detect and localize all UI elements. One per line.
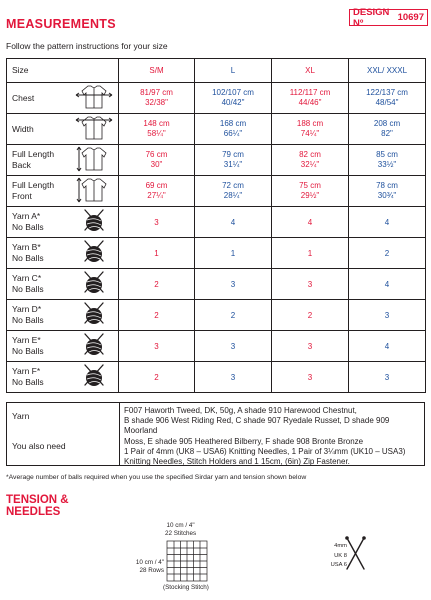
- measurement-cell: [272, 176, 349, 207]
- row-label: [7, 362, 71, 393]
- row-label: [7, 238, 71, 269]
- ball-count-cell: 2: [119, 362, 195, 393]
- yarn-row: [7, 300, 426, 331]
- measurement-in: 31¼": [223, 160, 243, 169]
- needle-size: 4mm: [334, 543, 347, 549]
- yarn-icon-cell: [71, 362, 119, 393]
- measurement-cell: [195, 176, 272, 207]
- ball-count-cell: 4: [272, 207, 349, 238]
- yarn-row: [7, 362, 426, 393]
- row-label-line: Front: [12, 191, 32, 201]
- ball-count-cell: 2: [119, 300, 195, 331]
- yarn-row: [7, 238, 426, 269]
- row-label: Width: [7, 114, 71, 145]
- row-label-line: Yarn C*: [12, 273, 42, 283]
- ball-count-cell: 3: [195, 269, 272, 300]
- measurement-cm: 75 cm: [299, 181, 321, 190]
- measurement-in: 27¼": [147, 191, 166, 200]
- size-header: XXL/ XXXL: [349, 59, 426, 83]
- row-label-line: Yarn F*: [12, 366, 41, 376]
- measurement-cm: 122/137 cm: [366, 88, 408, 97]
- tension-heading-line: TENSION &: [6, 494, 69, 506]
- ball-count-cell: 1: [119, 238, 195, 269]
- yarn-details: [6, 402, 425, 466]
- ball-count-cell: 4: [349, 331, 426, 362]
- needle-usa: USA 6: [330, 562, 347, 568]
- ball-count-cell: 4: [349, 269, 426, 300]
- footnote: *Average number of balls required when you use the specified Sirdar yarn and tension shown below: [6, 474, 307, 481]
- measurement-cm: 102/107 cm: [212, 88, 254, 97]
- measurement-in: 28¼": [223, 191, 243, 200]
- yarn-line: 1 Pair of 4mm (UK8 – USA6) Knitting Needles, 1 Pair of 3¼mm (UK10 – USA3): [124, 446, 406, 456]
- measurements-table: [6, 58, 426, 393]
- row-label-line: Full Length: [12, 149, 55, 159]
- tension-heading-line: NEEDLES: [6, 506, 61, 518]
- yarn-line: Knitting Needles, Stitch Holders and 1 15cm, (6in) Zip Fastener.: [124, 457, 350, 467]
- measurement-cm: 208 cm: [373, 119, 401, 128]
- yarn-ball-icon: [79, 208, 109, 234]
- size-label: Size: [7, 59, 119, 83]
- yarn-line: Moss, E shade 905 Heathered Bilberry, F shade 908 Bronte Bronze: [124, 436, 364, 446]
- yarn-description: [124, 406, 424, 467]
- measurement-cell: [349, 114, 426, 145]
- needle-uk: UK 8: [334, 552, 347, 559]
- row-label: [7, 300, 71, 331]
- yarn-ball-icon: [79, 301, 109, 327]
- ball-count-cell: 4: [349, 207, 426, 238]
- ball-count-cell: 1: [195, 238, 272, 269]
- row-label-line: No Balls: [12, 284, 44, 294]
- diagram-cell: [71, 114, 119, 145]
- design-number-box: [349, 6, 428, 29]
- measurement-in: 44/46": [298, 98, 322, 107]
- yarn-icon-cell: [71, 269, 119, 300]
- row-label-line: No Balls: [12, 315, 44, 325]
- measurement-row: [7, 145, 426, 176]
- swatch-height: 10 cm / 4": [135, 559, 164, 566]
- size-header: XL: [272, 59, 349, 83]
- ball-count-cell: 2: [349, 238, 426, 269]
- knitting-needles-icon: [343, 536, 369, 572]
- measurement-cell: [119, 145, 195, 176]
- row-label-line: No Balls: [12, 222, 44, 232]
- measurement-in: 33½": [377, 160, 397, 169]
- intro-text: Follow the pattern instructions for your size: [6, 41, 168, 51]
- yarn-ball-icon: [79, 270, 109, 296]
- ball-count-cell: 3: [272, 331, 349, 362]
- yarn-icon-cell: [71, 207, 119, 238]
- row-label-line: Yarn B*: [12, 242, 41, 252]
- row-label-line: Back: [12, 160, 31, 170]
- measurement-cm: 78 cm: [376, 181, 398, 190]
- front-length-diagram-icon: [74, 176, 114, 204]
- yarn-line: B shade 906 West Riding Red, C shade 907 Ryedale Russet, D shade 909 Moorland: [124, 416, 390, 436]
- measurement-cm: 72 cm: [222, 181, 244, 190]
- measurement-in: 58¼": [147, 129, 166, 138]
- ball-count-cell: 3: [119, 331, 195, 362]
- yarn-icon-cell: [71, 238, 119, 269]
- measurement-cm: 85 cm: [376, 150, 398, 159]
- row-label-line: No Balls: [12, 346, 44, 356]
- ball-count-cell: 2: [195, 300, 272, 331]
- row-label: [7, 269, 71, 300]
- back-length-diagram-icon: [74, 145, 114, 173]
- row-label: [7, 145, 71, 176]
- measurement-cm: 69 cm: [145, 181, 168, 190]
- ball-count-cell: 3: [195, 362, 272, 393]
- diagram-cell: [71, 83, 119, 114]
- yarn-row: [7, 207, 426, 238]
- row-label: [7, 176, 71, 207]
- chest-diagram-icon: [74, 83, 114, 111]
- measurement-cm: 148 cm: [143, 119, 170, 128]
- measurement-in: 32/38": [145, 98, 168, 107]
- ball-count-cell: 4: [195, 207, 272, 238]
- design-label: DESIGN Nº: [353, 6, 390, 29]
- row-label-line: No Balls: [12, 253, 44, 263]
- measurement-cell: [349, 83, 426, 114]
- swatch-stitch-label: [165, 522, 196, 538]
- yarn-ball-icon: [79, 332, 109, 358]
- measurement-cm: 168 cm: [219, 119, 247, 128]
- measurement-cell: [195, 83, 272, 114]
- ball-count-cell: 3: [195, 331, 272, 362]
- row-label-line: No Balls: [12, 377, 44, 387]
- measurement-cm: 82 cm: [299, 150, 321, 159]
- size-header: S/M: [119, 59, 195, 83]
- measurement-in: 74¼": [300, 129, 320, 138]
- ball-count-cell: 3: [119, 207, 195, 238]
- measurement-in: 30¾": [377, 191, 397, 200]
- ball-count-cell: 2: [272, 300, 349, 331]
- size-header: L: [195, 59, 272, 83]
- stocking-stitch-label: (Stocking Stitch): [163, 584, 209, 591]
- yarn-row: [7, 331, 426, 362]
- measurement-cell: [272, 83, 349, 114]
- swatch-rows: 28 Rows: [139, 567, 164, 574]
- yarn-ball-icon: [79, 363, 109, 389]
- row-label: Chest: [7, 83, 71, 114]
- measurement-cell: [119, 114, 195, 145]
- measurement-cell: [272, 145, 349, 176]
- measurement-cell: [119, 176, 195, 207]
- measurements-title: MEASUREMENTS: [6, 17, 116, 31]
- row-label-line: Yarn E*: [12, 335, 41, 345]
- ball-count-cell: 3: [349, 300, 426, 331]
- diagram-cell: [71, 145, 119, 176]
- measurement-row: [7, 114, 426, 145]
- measurement-cm: 112/117 cm: [289, 88, 331, 97]
- diagram-cell: [71, 176, 119, 207]
- measurement-cm: 188 cm: [296, 119, 324, 128]
- yarn-label: Yarn: [12, 411, 30, 421]
- ball-count-cell: 3: [272, 362, 349, 393]
- size-header-row: [7, 59, 426, 83]
- yarn-row: [7, 269, 426, 300]
- tension-swatch-grid: [166, 540, 208, 582]
- measurement-cell: [349, 145, 426, 176]
- swatch-row-label: [128, 559, 164, 575]
- measurement-cm: 76 cm: [145, 150, 168, 159]
- width-diagram-icon: [74, 114, 114, 142]
- measurement-in: 66¼": [223, 129, 243, 138]
- also-need-label: You also need: [12, 441, 66, 451]
- row-label-line: Yarn D*: [12, 304, 42, 314]
- measurement-cm: 81/97 cm: [140, 88, 173, 97]
- measurement-cell: [195, 145, 272, 176]
- row-label: [7, 331, 71, 362]
- tension-heading: [6, 494, 69, 518]
- measurement-cell: [195, 114, 272, 145]
- row-label-line: Yarn A*: [12, 211, 41, 221]
- measurement-in: 40/42": [221, 98, 245, 107]
- measurement-in: 30": [150, 160, 163, 169]
- measurement-in: 48/54": [375, 98, 399, 107]
- ball-count-cell: 3: [272, 269, 349, 300]
- row-label: [7, 207, 71, 238]
- yarn-ball-icon: [79, 239, 109, 265]
- ball-count-cell: 1: [272, 238, 349, 269]
- measurement-cell: [272, 114, 349, 145]
- ball-count-cell: 2: [119, 269, 195, 300]
- measurement-in: 29½": [300, 191, 320, 200]
- swatch-stitches: 22 Stitches: [165, 530, 197, 537]
- design-number: 10697: [397, 12, 424, 23]
- measurement-in: 82": [381, 129, 393, 138]
- yarn-line: F007 Haworth Tweed, DK, 50g, A shade 910 Harewood Chestnut,: [124, 406, 357, 415]
- yarn-icon-cell: [71, 300, 119, 331]
- measurement-cell: [119, 83, 195, 114]
- row-label-line: Full Length: [12, 180, 55, 190]
- measurement-row: [7, 83, 426, 114]
- measurement-row: [7, 176, 426, 207]
- measurement-cell: [349, 176, 426, 207]
- swatch-width: 10 cm / 4": [166, 522, 195, 529]
- ball-count-cell: 3: [349, 362, 426, 393]
- measurement-in: 32¼": [300, 160, 320, 169]
- measurement-cm: 79 cm: [222, 150, 244, 159]
- yarn-icon-cell: [71, 331, 119, 362]
